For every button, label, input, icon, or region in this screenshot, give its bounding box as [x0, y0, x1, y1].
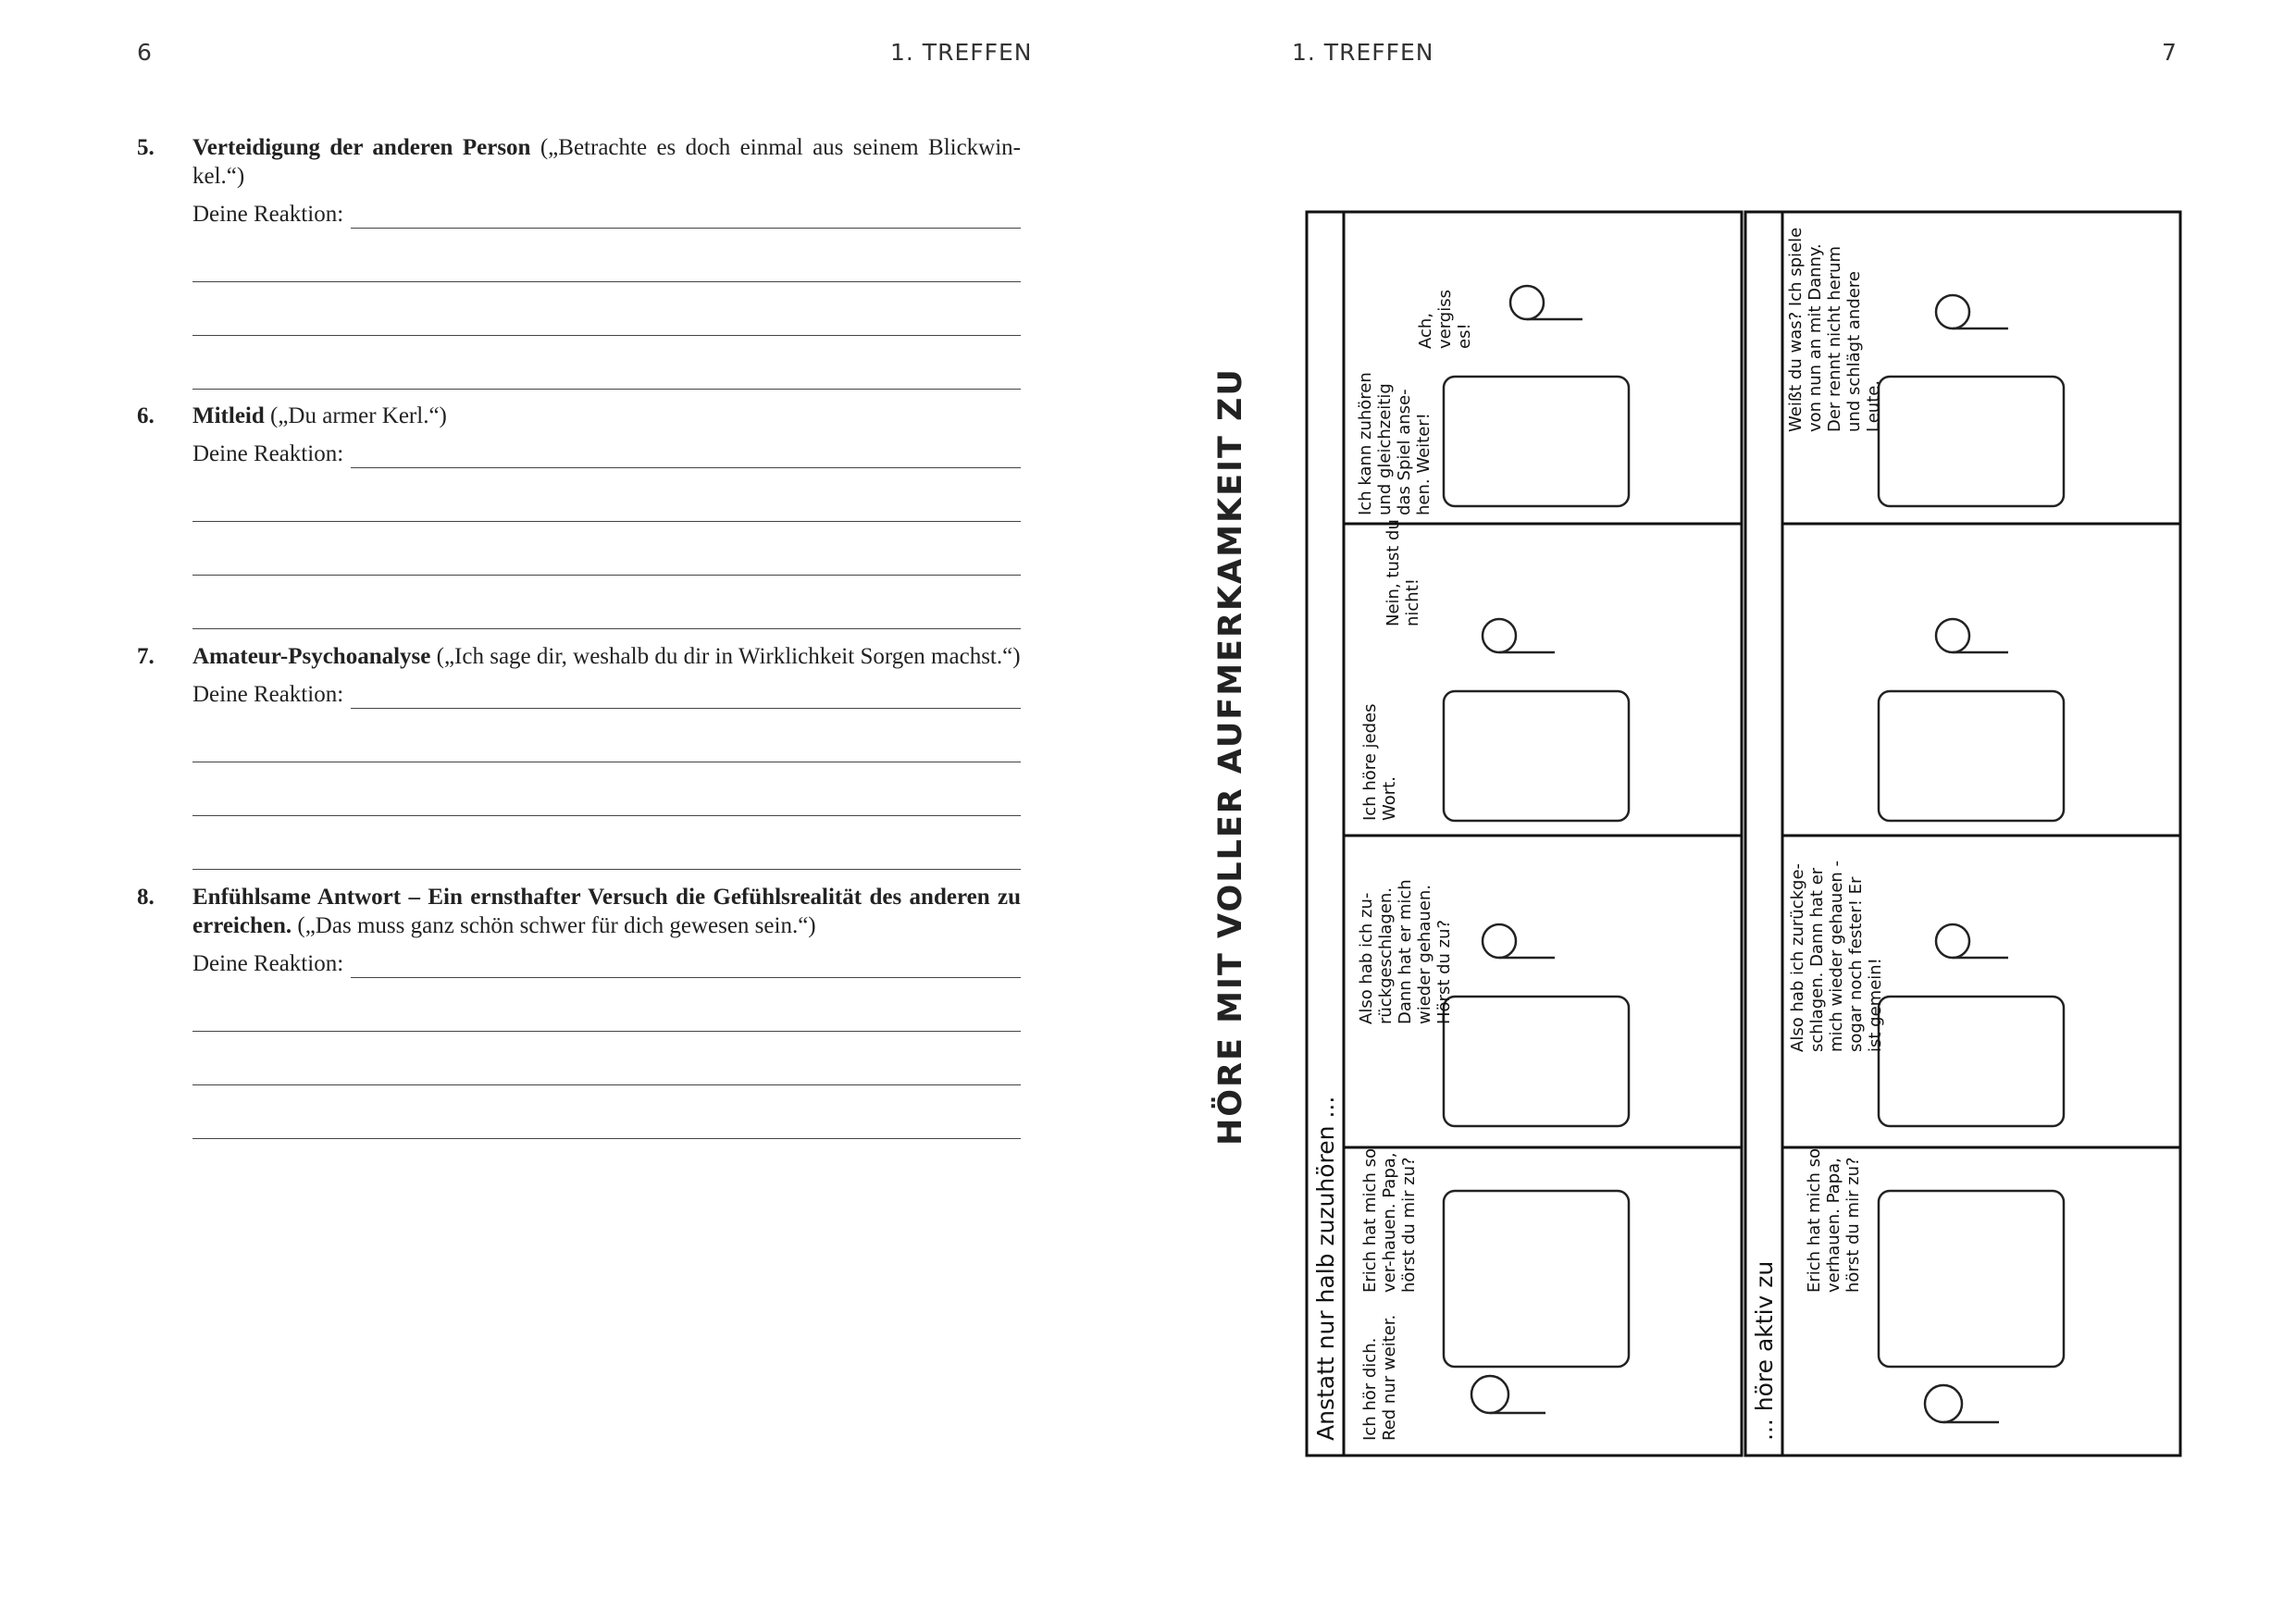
exercise-number: 8.: [137, 885, 155, 910]
response-label: Deine Reaktion:: [192, 951, 344, 976]
page-number-left: 6: [137, 39, 153, 66]
response-line[interactable]: [192, 1085, 1021, 1139]
exercise-prompt: [192, 883, 1021, 940]
row-label-bottom: ... höre aktiv zu: [1751, 1260, 1778, 1441]
exercise-title: Mitleid: [192, 403, 265, 428]
response-label: Deine Reaktion:: [192, 202, 344, 227]
exercise-prompt: [192, 402, 1021, 430]
exercise-quote: („Das muss ganz schön schwer für dich gewesen sein.“): [297, 913, 816, 938]
speech-parent: Ich kann zuhören und gleichzeitig das Spiel anse-hen. Weiter!: [1356, 372, 1433, 515]
exercise-number: 5.: [137, 135, 155, 160]
running-head-left: 1. TREFFEN: [890, 39, 1033, 66]
response-row[interactable]: [192, 440, 1021, 468]
exercise-6: [137, 402, 1021, 629]
speech-child: Erich hat mich so verhauen. Papa, hörst du mir zu?: [1805, 1148, 1863, 1293]
comic-frames: [1305, 210, 2182, 1457]
response-line[interactable]: [351, 205, 1021, 229]
response-line[interactable]: [351, 955, 1021, 978]
exercise-quote: („Ich sage dir, weshalb du dir in Wirklichkeit Sorgen machst.“): [436, 644, 1021, 669]
illustration-child: [1925, 295, 2008, 1422]
speech-child: Ach, vergiss es!: [1416, 290, 1474, 349]
page-number-right: 7: [2162, 39, 2178, 66]
speech-child: Erich hat mich so ver-hauen. Papa, hörst du mir zu?: [1360, 1148, 1419, 1293]
speech-child: Nein, tust du nicht!: [1384, 519, 1422, 626]
speech-child: Weißt du was? Ich spiele von nun an mit Danny. Der rennt nicht herum und schlägt andere Leute.: [1786, 227, 1883, 432]
response-line[interactable]: [192, 576, 1021, 629]
exercise-number: 7.: [137, 644, 155, 669]
exercise-quote: („Betrachte es doch einmal aus seinem Blickwin-kel.“): [192, 135, 1022, 189]
row-label-top: Anstatt nur halb zuzuhören ...: [1312, 1096, 1339, 1441]
exercise-number: 6.: [137, 403, 155, 428]
speech-child: Also hab ich zurückge-schlagen. Dann hat er mich wieder gehauen - sogar noch fester! Er ist gemein!: [1788, 860, 1885, 1052]
speech-parent: Ich höre jedes Wort.: [1360, 703, 1399, 821]
response-row[interactable]: [192, 200, 1021, 229]
response-line[interactable]: [192, 468, 1021, 522]
response-line[interactable]: [192, 978, 1021, 1032]
response-label: Deine Reaktion:: [192, 682, 344, 707]
response-line[interactable]: [351, 686, 1021, 709]
illustration-child: [1471, 286, 1582, 1413]
exercise-8: [137, 883, 1021, 1139]
exercise-title: Enfühlsame Antwort – Ein ernsthafter Versuch die Gefühlsrealität des anderen zu erreichen.: [192, 885, 1021, 938]
response-line[interactable]: [192, 229, 1021, 282]
running-head-right: 1. TREFFEN: [1292, 39, 1434, 66]
response-row[interactable]: [192, 949, 1021, 978]
response-line[interactable]: [192, 336, 1021, 390]
exercise-title: Amateur-Psychoanalyse: [192, 644, 431, 669]
response-line[interactable]: [192, 762, 1021, 816]
speech-parent: Ich hör dich. Red nur weiter.: [1360, 1314, 1399, 1441]
response-line[interactable]: [192, 816, 1021, 870]
response-line[interactable]: [192, 709, 1021, 762]
exercise-title: Verteidigung der anderen Person: [192, 135, 531, 160]
exercise-quote: („Du armer Kerl.“): [270, 403, 447, 428]
response-line[interactable]: [192, 282, 1021, 336]
response-row[interactable]: [192, 680, 1021, 709]
exercise-7: [137, 642, 1021, 870]
exercise-prompt: [192, 133, 1021, 191]
comic-strip: [1305, 210, 2182, 1457]
response-line[interactable]: [192, 522, 1021, 576]
exercise-5: [137, 133, 1021, 390]
comic-title: HÖRE MIT VOLLER AUFMERKAMKEIT ZU: [1212, 367, 1249, 1146]
response-line[interactable]: [192, 1032, 1021, 1085]
speech-child: Also hab ich zu-rückgeschlagen. Dann hat er mich wieder gehauen. Hörst du zu?: [1357, 879, 1454, 1024]
exercise-prompt: [192, 642, 1021, 671]
response-line[interactable]: [351, 445, 1021, 468]
response-label: Deine Reaktion:: [192, 441, 344, 466]
